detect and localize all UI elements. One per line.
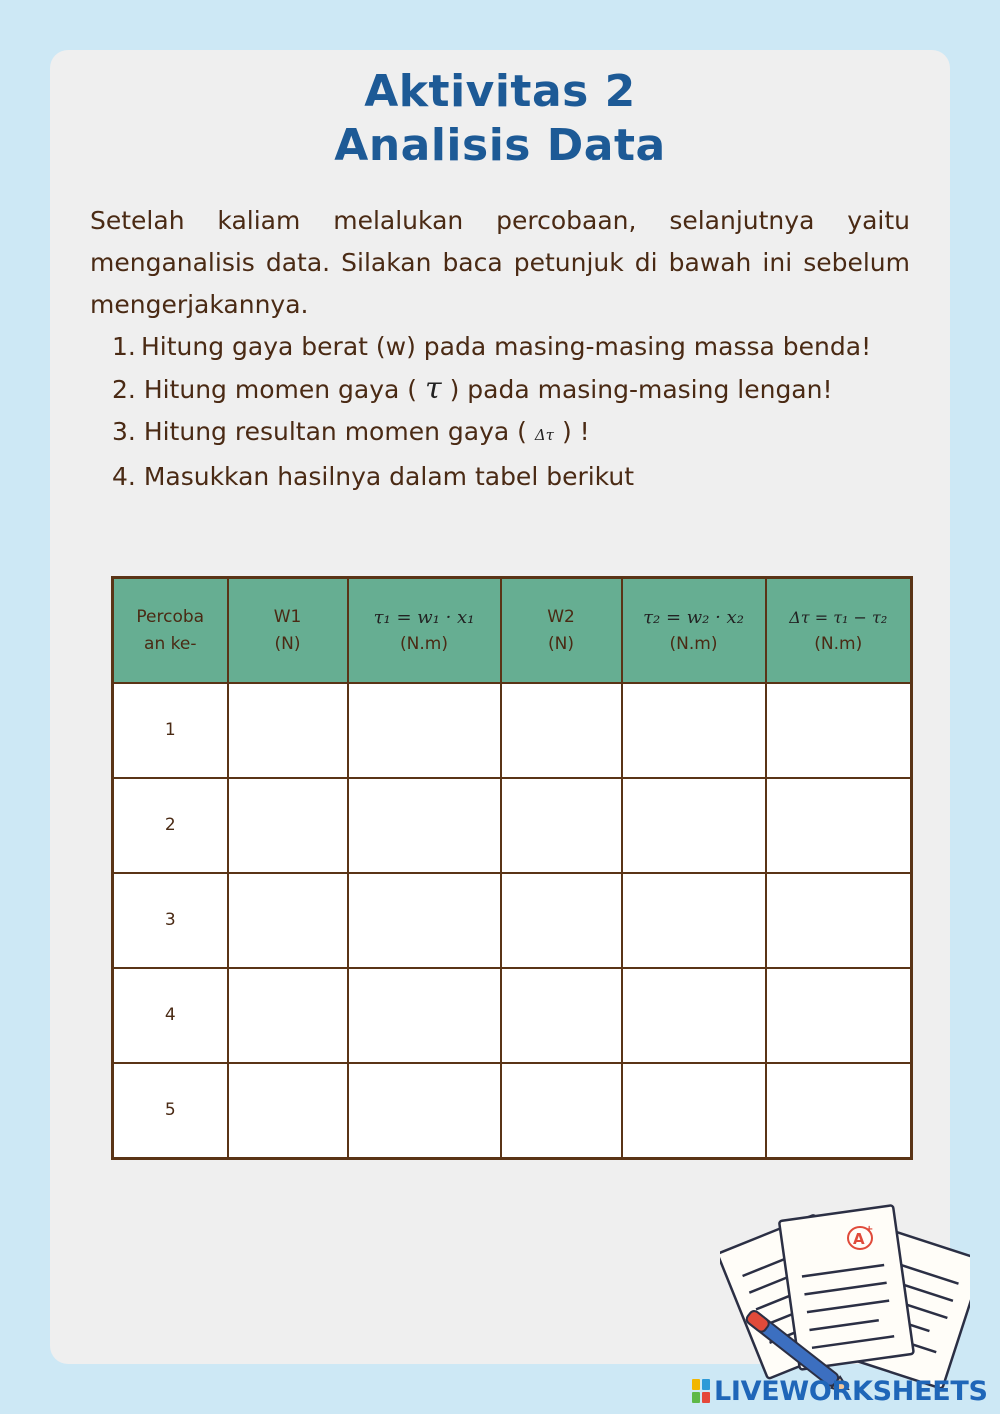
trial-number: 4 xyxy=(113,968,228,1063)
instruction-item-1 xyxy=(112,326,910,368)
tau2-cell[interactable] xyxy=(622,873,766,968)
svg-text:A: A xyxy=(853,1230,865,1248)
instruction-text: ) ! xyxy=(561,417,590,446)
w1-cell[interactable] xyxy=(228,1063,348,1159)
table-row xyxy=(113,873,912,968)
tau2-cell[interactable] xyxy=(622,778,766,873)
intro-paragraph: Setelah kaliam melalukan percobaan, selanjutnya yaitu menganalisis data. Silakan baca petunjuk di bawah ini sebelum mengerjakannya. xyxy=(90,206,910,319)
instruction-number: 4. xyxy=(112,462,136,491)
tau2-cell[interactable] xyxy=(622,1063,766,1159)
instruction-text: Hitung gaya berat (w) pada masing-masing massa benda! xyxy=(141,332,872,361)
instruction-text: ) pada masing-masing lengan! xyxy=(449,375,833,404)
w1-cell[interactable] xyxy=(228,683,348,778)
header-tau2: τ₂ = w₂ · x₂ (N.m) xyxy=(622,578,766,684)
instruction-number: 1. xyxy=(112,332,136,361)
instruction-item-3 xyxy=(112,411,910,456)
data-table xyxy=(111,576,913,1160)
delta-tau-cell[interactable] xyxy=(766,683,912,778)
instruction-number: 3. xyxy=(112,417,136,446)
instruction-item-4 xyxy=(112,456,910,498)
delta-tau-cell[interactable] xyxy=(766,968,912,1063)
delta-torque-symbol: Δτ xyxy=(534,426,554,444)
w2-cell[interactable] xyxy=(501,778,622,873)
w2-cell[interactable] xyxy=(501,683,622,778)
w1-cell[interactable] xyxy=(228,873,348,968)
tau1-cell[interactable] xyxy=(348,683,501,778)
instruction-text: Hitung resultan momen gaya ( xyxy=(143,417,527,446)
delta-tau-cell[interactable] xyxy=(766,778,912,873)
table-row xyxy=(113,683,912,778)
instruction-list xyxy=(112,326,910,498)
delta-tau-cell[interactable] xyxy=(766,873,912,968)
header-tau1: τ₁ = w₁ · x₁ (N.m) xyxy=(348,578,501,684)
tau1-cell[interactable] xyxy=(348,968,501,1063)
brand-watermark xyxy=(692,1376,988,1406)
tau2-cell[interactable] xyxy=(622,968,766,1063)
trial-number: 3 xyxy=(113,873,228,968)
header-trial: Percoba an ke- xyxy=(113,578,228,684)
w1-cell[interactable] xyxy=(228,778,348,873)
w2-cell[interactable] xyxy=(501,968,622,1063)
header-delta-tau: Δτ = τ₁ − τ₂ (N.m) xyxy=(766,578,912,684)
header-w1: W1 (N) xyxy=(228,578,348,684)
brand-name: LIVEWORKSHEETS xyxy=(714,1375,988,1407)
table-row xyxy=(113,1063,912,1159)
w2-cell[interactable] xyxy=(501,873,622,968)
header-w2: W2 (N) xyxy=(501,578,622,684)
table-header-row xyxy=(113,578,912,684)
table-row xyxy=(113,778,912,873)
activity-subtitle: Analisis Data xyxy=(334,120,666,171)
tau1-cell[interactable] xyxy=(348,778,501,873)
trial-number: 1 xyxy=(113,683,228,778)
brand-logo-icon xyxy=(692,1379,710,1403)
instruction-text: Hitung momen gaya ( xyxy=(143,375,418,404)
papers-illustration xyxy=(720,1200,970,1390)
delta-tau-cell[interactable] xyxy=(766,1063,912,1159)
table-row xyxy=(113,968,912,1063)
tau1-cell[interactable] xyxy=(348,873,501,968)
instruction-item-2 xyxy=(112,368,910,411)
trial-number: 2 xyxy=(113,778,228,873)
instruction-number: 2. xyxy=(112,375,136,404)
activity-title: Aktivitas 2 xyxy=(364,66,636,117)
w2-cell[interactable] xyxy=(501,1063,622,1159)
w1-cell[interactable] xyxy=(228,968,348,1063)
torque-symbol: τ xyxy=(425,371,442,406)
trial-number: 5 xyxy=(113,1063,228,1159)
tau1-cell[interactable] xyxy=(348,1063,501,1159)
tau2-cell[interactable] xyxy=(622,683,766,778)
instruction-text: Masukkan hasilnya dalam tabel berikut xyxy=(143,462,635,491)
svg-text:+: + xyxy=(865,1224,874,1235)
